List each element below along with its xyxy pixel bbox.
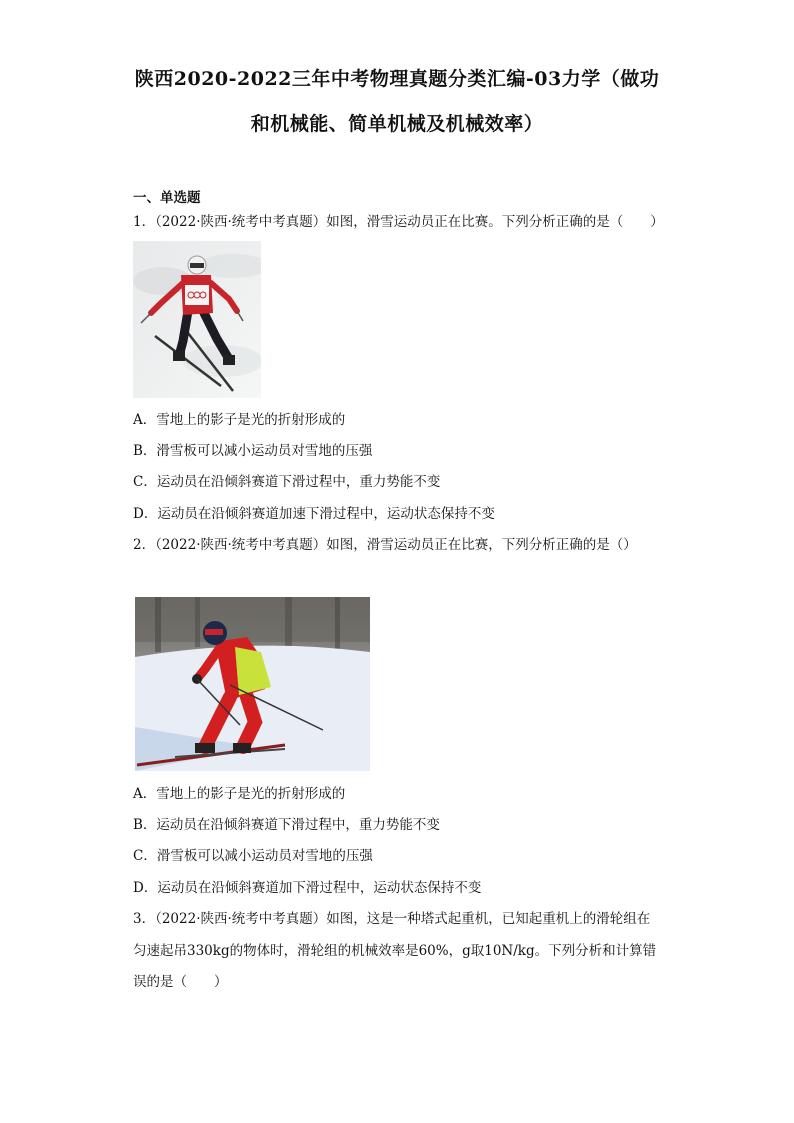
question-2-option-c: C．滑雪板可以减小运动员对雪地的压强 [133,848,373,864]
question-1-option-b: B．滑雪板可以减小运动员对雪地的压强 [133,443,373,459]
question-2-skier-photo [135,597,370,771]
section-heading: 一、单选题 [133,190,201,206]
question-1-option-a: A．雪地上的影子是光的折射形成的 [133,412,346,428]
question-3-stem-line-2: 匀速起吊330kg的物体时，滑轮组的机械效率是60%，g取10N/kg。下列分析和计算错 [133,943,657,959]
question-3-stem-line-1: 3．（2022·陕西·统考中考真题）如图，这是一种塔式起重机，已知起重机上的滑轮组在 [133,911,651,927]
question-3-stem-line-3: 误的是（ ） [133,974,228,990]
question-2-stem: 2．（2022·陕西·统考中考真题）如图，滑雪运动员正在比赛，下列分析正确的是（） [133,537,637,553]
question-1-option-c: C．运动员在沿倾斜赛道下滑过程中，重力势能不变 [133,474,441,490]
document-title-line-2: 和机械能、简单机械及机械效率） [250,113,544,135]
question-2-option-d: D．运动员在沿倾斜赛道加下滑过程中，运动状态保持不变 [133,880,482,896]
document-title-line-1: 陕西2020-2022三年中考物理真题分类汇编-03力学（做功 [134,68,660,90]
question-1-skier-photo [133,241,261,398]
question-2-option-b: B．运动员在沿倾斜赛道下滑过程中，重力势能不变 [133,817,440,833]
question-1-option-d: D．运动员在沿倾斜赛道加速下滑过程中，运动状态保持不变 [133,506,495,522]
question-2-option-a: A．雪地上的影子是光的折射形成的 [133,786,346,802]
question-1-stem: 1．（2022·陕西·统考中考真题）如图，滑雪运动员正在比赛。下列分析正确的是（ ） [133,214,664,230]
